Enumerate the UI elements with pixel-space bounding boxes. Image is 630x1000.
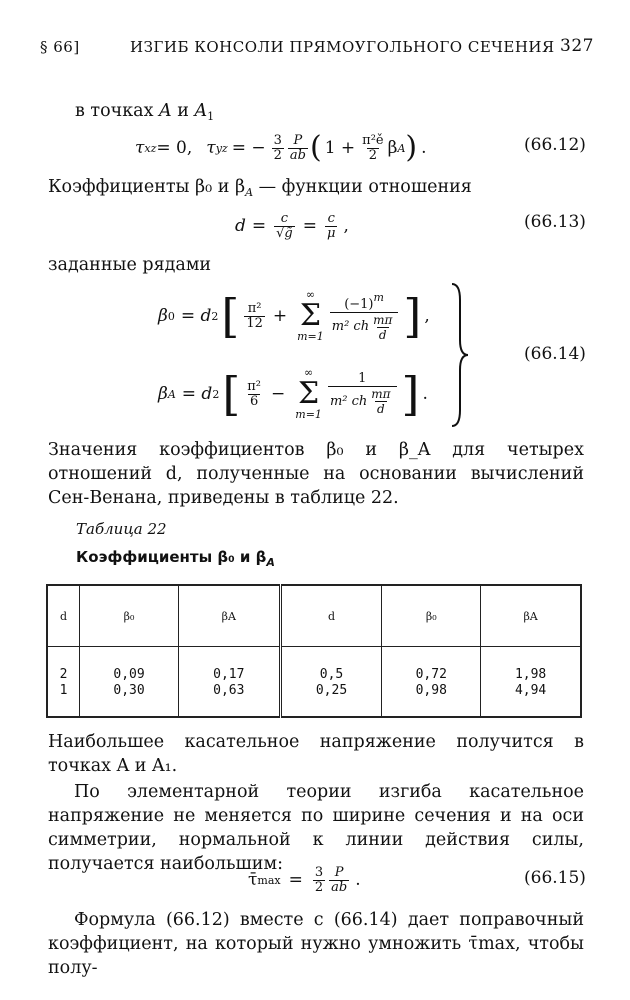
equation-66-13: d = $\frac{c}{√g̃}$ = $\frac{c}{\mu}$ , xyxy=(235,210,349,241)
equation-66-12: τ xz = 0, τ yz = − $\frac{3}{2}$ $\frac{P}{ab}$ ( 1 + $\frac{\text{π²ě}}{2}$ β A ) . xyxy=(135,130,427,165)
coeff-intro: Коэффициенты β₀ и $\beta_A$ — функции отношения xyxy=(48,177,472,199)
section-number: § 66] xyxy=(40,38,80,56)
page-number: 327 xyxy=(560,36,594,56)
equation-66-14-beta0: β 0 = d 2 [ $\frac{\text{π²}}{12}$ + ∞ Σ m=1 $(-1)^m$ m² ch $\frac{m\pi}{d}$ ] , xyxy=(158,288,430,343)
col-header-d: d xyxy=(280,585,382,647)
elementary-theory-paragraph: По элементарной теории изгиба касательное напряжение не меняется по ширине сечения и на оси симметрии, нормальной к линии действия силы, получается наибольшим: xyxy=(48,782,584,874)
col-header-beta0: β₀ xyxy=(382,585,481,647)
table-cell: 2 1 xyxy=(47,647,80,718)
right-brace xyxy=(448,280,472,430)
values-paragraph: Значения коэффициентов β₀ и β_A для четырех отношений d, полученные на основании вычислений Сен-Венана, приведены в таблице 22. xyxy=(48,440,584,508)
table-cell: 0,5 0,25 xyxy=(280,647,382,718)
table-caption: Таблица 22 xyxy=(76,520,167,538)
col-header-betaA: βA xyxy=(178,585,280,647)
coefficients-table xyxy=(46,584,582,718)
equation-number-66-14: (66.14) xyxy=(524,344,586,364)
points-line: в точках A и $A_1$ xyxy=(75,101,215,123)
col-header-beta0: β₀ xyxy=(80,585,179,647)
table-cell: 1,98 4,94 xyxy=(481,647,581,718)
table-row xyxy=(47,647,581,718)
final-paragraph: Формула (66.12) вместе с (66.14) дает поправочный коэффициент, на который нужно умножить τ̄max, чтобы полу- xyxy=(48,910,584,978)
table-header-row xyxy=(47,585,581,647)
table-title: Коэффициенты β₀ и $\beta_A$ xyxy=(76,548,275,569)
col-header-d: d xyxy=(47,585,80,647)
equation-66-14-betaA: β A = d 2 [ $\frac{\text{π²}}{6}$ − ∞ Σ m=1 1 m² ch $\frac{m\pi}{d}$ ] . xyxy=(158,366,428,421)
table-cell: 0,17 0,63 xyxy=(178,647,280,718)
equation-66-15: τ̄ max = $\frac{3}{2}$ $\frac{P}{ab}$ . xyxy=(248,864,361,895)
series-intro: заданные рядами xyxy=(48,255,212,275)
running-title: ИЗГИБ КОНСОЛИ ПРЯМОУГОЛЬНОГО СЕЧЕНИЯ xyxy=(130,38,555,56)
table-cell: 0,09 0,30 xyxy=(80,647,179,718)
equation-number-66-15: (66.15) xyxy=(524,868,586,888)
equation-number-66-13: (66.13) xyxy=(524,212,586,232)
equation-number-66-12: (66.12) xyxy=(524,135,586,155)
max-stress-paragraph: Наибольшее касательное напряжение получится в точках A и A₁. xyxy=(48,732,584,776)
table-cell: 0,72 0,98 xyxy=(382,647,481,718)
col-header-betaA: βA xyxy=(481,585,581,647)
